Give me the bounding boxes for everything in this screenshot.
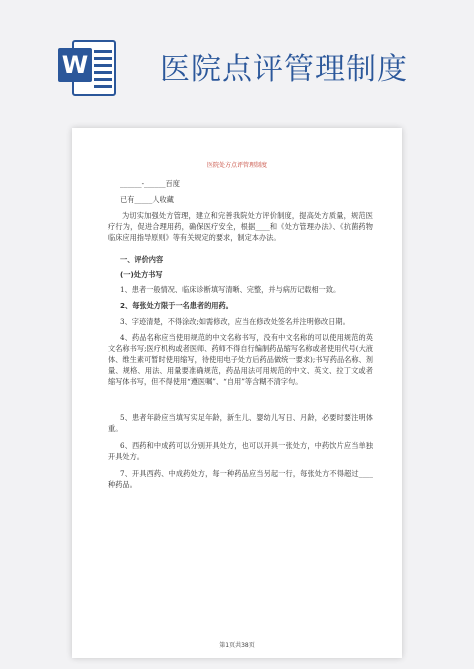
item-3: 3、字迹清楚，不得涂改;如需修改，应当在修改处签名并注明修改日期。 [120,317,350,326]
item-7: 7、开具西药、中成药处方，每一种药品应当另起一行，每张处方不得超过____种药品。 [108,469,373,489]
item-1: 1、患者一般情况、临床诊断填写清晰、完整，并与病历记载相一致。 [120,285,341,294]
section-heading: 一、评价内容 [120,255,164,264]
banner-title: 医院点评管理制度 [160,52,408,87]
page-footer: 第1页共38页 [219,642,255,649]
document-page [72,128,402,658]
item-2: 2、每张处方限于一名患者的用药。 [120,301,233,310]
intro-paragraph: 为切实加强处方管理，建立和完善我院处方评价制度，提高处方质量，规范医疗行为，促进合理用药，确保医疗安全，根据____和《处方管理办法》、《抗菌药物临床应用指导原则》等有关规定的要求，制定本办法。 [108,211,373,242]
word-logo-letter: W [58,48,92,82]
item-6: 6、西药和中成药可以分别开具处方，也可以开具一张处方，中药饮片应当单独开具处方。 [108,441,373,461]
favorites-line: 已有_____人收藏 [120,195,174,204]
item-4: 4、药品名称应当使用规范的中文名称书写，没有中文名称的可以使用规范的英文名称书写;医疗机构或者医师、药师不得自行编制药品缩写名称或者使用代号(大液体、维生素可暂时使用缩写，待使用电子处方后药品做统一要求);书写药品名称、剂量、规格、用法、用量要准确规范，药品用法可用规范的中文、英文、拉丁文或者缩写体书写，但不得使用“遵医嘱”、“自用”等含糊不清字句。 [108,333,373,386]
word-document-icon [58,36,118,98]
item-5: 5、患者年龄应当填写实足年龄，新生儿、婴幼儿写日、月龄，必要时要注明体重。 [108,413,373,433]
source-line: ______-______百度 [120,179,180,188]
document-heading: 医院处方点评管理制度 [206,162,267,169]
banner [0,0,474,130]
subsection-heading: (一)处方书写 [120,270,163,279]
